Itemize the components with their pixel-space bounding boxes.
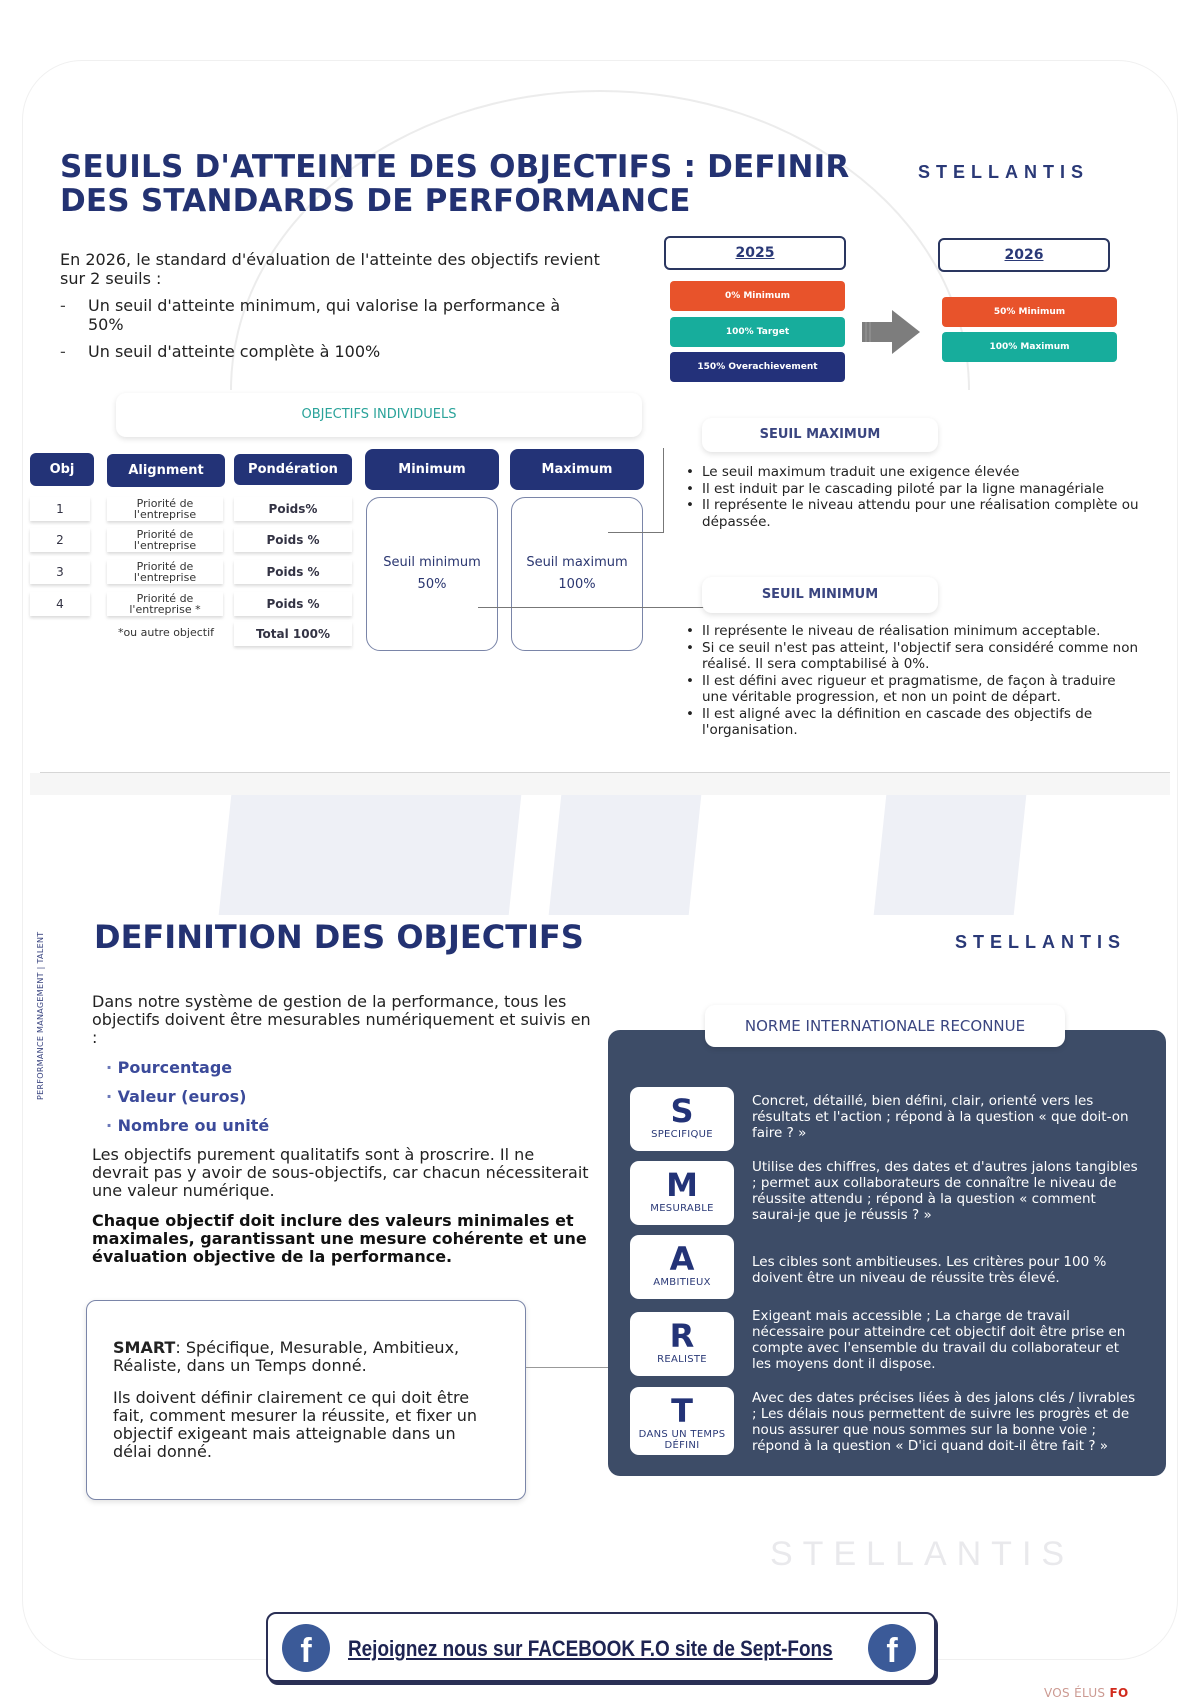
seuil-value: 100%: [558, 577, 596, 592]
measure-item: · Valeur (euros): [106, 1088, 592, 1106]
seuil-label: Seuil minimum: [383, 555, 481, 570]
pill-150-overachievement: 150% Overachievement: [670, 352, 845, 382]
smart-desc-a: Les cibles sont ambitieuses. Les critères pour 100 % doivent être un niveau de réussite très élevé.: [752, 1254, 1107, 1286]
stellantis-logo: [918, 162, 1089, 183]
watermark-shape: [549, 795, 702, 915]
letter-word: REALISTE: [657, 1354, 707, 1365]
alignment-line: l'entreprise: [133, 539, 197, 552]
letter-word: DANS UN TEMPS DÉFINI: [638, 1429, 726, 1451]
connector-line: [478, 607, 708, 608]
letter-card-a: [630, 1235, 734, 1299]
seuil-label: Seuil maximum: [526, 555, 628, 570]
norm-label: NORME INTERNATIONALE RECONNUE: [705, 1005, 1065, 1047]
seuil-maximum-box: [511, 497, 643, 651]
letter-card-m: [630, 1161, 734, 1225]
year-2025-box: [664, 236, 846, 270]
smart-desc-r: Exigeant mais accessible ; La charge de travail nécessaire pour atteindre cet objectif doit être prise en compte avec l'ensemble du travail du collaborateur et les moyens dont il dispose.: [752, 1308, 1126, 1372]
pill-50-minimum: 50% Minimum: [942, 297, 1117, 327]
year-2026-box: [938, 238, 1110, 272]
title-line-2: DES STANDARDS DE PERFORMANCE: [60, 183, 691, 219]
smart-bold: SMART: [113, 1338, 176, 1357]
footnote: *ou autre objectif: [117, 626, 215, 639]
smart-paragraph: Ils doivent définir clairement ce qui doit être fait, comment mesurer la réussite, et fixer un objectif exigeant mais atteignable dans un délai donné.: [113, 1388, 478, 1461]
threshold-item: - Un seuil d'atteinte minimum, qui valorise la performance à 50%: [60, 296, 600, 334]
divider-band: [30, 773, 1170, 795]
measure-item: · Nombre ou unité: [106, 1117, 592, 1135]
header-maximum: Maximum: [510, 449, 644, 490]
pill-100-target: 100% Target: [670, 317, 845, 347]
facebook-link[interactable]: Rejoignez nous sur FACEBOOK F.O site de Sept-Fons: [348, 1636, 833, 1661]
pill-100-maximum: 100% Maximum: [942, 332, 1117, 362]
alignment-line: l'entreprise *: [129, 603, 201, 616]
intro-text: En 2026, le standard d'évaluation de l'atteinte des objectifs revient sur 2 seuils :: [60, 250, 600, 288]
measure-list: [106, 1059, 592, 1135]
alignment-line: Priorité de: [136, 497, 194, 510]
cell-alignment: [107, 592, 223, 616]
alignment-line: l'entreprise: [133, 571, 197, 584]
alignment-line: Priorité de: [136, 592, 194, 605]
title-line-1: SEUILS D'ATTEINTE DES OBJECTIFS : DEFINIR: [60, 149, 850, 185]
facebook-icon[interactable]: f: [282, 1624, 330, 1672]
bullet-item: • Il est aligné avec la définition en cascade des objectifs de l'organisation.: [684, 706, 1144, 739]
letter: S: [670, 1092, 694, 1130]
letter: T: [671, 1392, 693, 1430]
connector-line: [663, 448, 664, 533]
pill-0-minimum: 0% Minimum: [670, 281, 845, 311]
letter-word: SPECIFIQUE: [651, 1129, 713, 1140]
header-alignment: Alignment: [107, 454, 225, 487]
smart-desc-m: Utilise des chiffres, des dates et d'autres jalons tangibles ; permet aux collaborateurs de connaître le niveau de réussite attendu ; répond à la question « comment saurai-je que je réussis ? »: [752, 1159, 1138, 1223]
bullet-item: • Il est défini avec rigueur et pragmatisme, de façon à traduire une véritable progression, et non un point de départ.: [684, 673, 1144, 706]
connector-line: [608, 532, 663, 533]
logo-text: STELLANTIS: [955, 932, 1126, 952]
connector-line: [526, 1367, 610, 1368]
header-minimum: Minimum: [365, 449, 499, 490]
threshold-list: [60, 296, 600, 361]
cell-weight: Poids%: [234, 497, 352, 521]
cell-total: Total 100%: [234, 622, 352, 646]
cell-weight: Poids %: [234, 528, 352, 552]
smart-desc-s: Concret, détaillé, bien défini, clair, orienté vers les résultats et l'action ; répond à la question « que doit-on faire ? »: [752, 1093, 1129, 1141]
smart-rest: : Spécifique, Mesurable, Ambitieux, Réaliste, dans un Temps donné.: [113, 1338, 460, 1375]
qualitative-text: Les objectifs purement qualitatifs sont à proscrire. Il ne devrait pas y avoir de sous-objectifs, car chacun nécessiterait une valeur numérique.: [92, 1145, 589, 1200]
threshold-item: - Un seuil d'atteinte complète à 100%: [60, 342, 600, 361]
bullet-item: • Il représente le niveau de réalisation minimum acceptable.: [684, 623, 1144, 640]
vos-elus-text: VOS ÉLUS: [1044, 1686, 1106, 1697]
seuil-minimum-bullets: [684, 623, 1144, 739]
intro-block: [60, 250, 600, 369]
bold-statement: Chaque objectif doit inclure des valeurs minimales et maximales, garantissant une mesure cohérente et une évaluation objective de la performance.: [92, 1211, 587, 1266]
letter-word: MESURABLE: [650, 1203, 714, 1214]
bullet-item: • Si ce seuil n'est pas atteint, l'objectif sera considéré comme non réalisé. Il sera comptabilisé à 0%.: [684, 640, 1144, 673]
facebook-icon[interactable]: f: [868, 1624, 916, 1672]
header-ponderation: Pondération: [234, 454, 352, 485]
letter-card-s: [630, 1087, 734, 1151]
letter-card-r: [630, 1312, 734, 1376]
seuil-maximum-label: SEUIL MAXIMUM: [702, 418, 938, 452]
bullet-item: • Le seuil maximum traduit une exigence élevée: [684, 464, 1144, 481]
side-label: PERFORMANCE MANAGEMENT | TALENT: [36, 931, 45, 1100]
letter-word: AMBITIEUX: [653, 1277, 711, 1288]
logo-text: STELLANTIS: [918, 162, 1089, 182]
alignment-line: Priorité de: [136, 528, 194, 541]
bullet-item: • Il est induit par le cascading piloté par la ligne managériale: [684, 481, 1144, 498]
smart-summary-box: [86, 1300, 526, 1500]
objectifs-individuels-label: OBJECTIFS INDIVIDUELS: [116, 393, 642, 437]
cell-obj: 4: [30, 592, 90, 616]
definition-intro: Dans notre système de gestion de la performance, tous les objectifs doivent être mesurables numériquement et suivis en :: [92, 992, 591, 1047]
header-obj: Obj: [30, 453, 94, 486]
arrow-right-icon: [862, 310, 922, 354]
smart-desc-t: Avec des dates précises liées à des jalons clés / livrables ; Les délais nous permettent de suivre les progrès et de nous assurer que nous sommes sur la bonne voie ; répond à la question « D'ici quand doit-il être fait ? »: [752, 1390, 1136, 1454]
page-title-definition: DEFINITION DES OBJECTIFS: [94, 918, 584, 956]
page-title-seuils: [60, 150, 860, 218]
definition-body: [92, 993, 592, 1266]
year-label: 2025: [735, 245, 775, 261]
letter-card-t: [630, 1387, 734, 1455]
cell-alignment: [107, 528, 223, 552]
alignment-line: Priorité de: [136, 560, 194, 573]
letter: A: [669, 1240, 695, 1278]
alignment-line: l'entreprise: [133, 508, 197, 521]
bullet-item: • Il représente le niveau attendu pour une réalisation complète ou dépassée.: [684, 497, 1144, 530]
watermark-shape: [874, 795, 1027, 915]
seuil-value: 50%: [417, 577, 447, 592]
cell-obj: 3: [30, 560, 90, 584]
cell-weight: Poids %: [234, 560, 352, 584]
letter: R: [669, 1317, 695, 1355]
cell-obj: 2: [30, 528, 90, 552]
seuil-minimum-box: [366, 497, 498, 651]
fo-text: FO: [1109, 1686, 1129, 1697]
cell-weight: Poids %: [234, 592, 352, 616]
cell-obj: 1: [30, 497, 90, 521]
stellantis-logo: [955, 932, 1126, 953]
vos-elus-fo: [1044, 1686, 1128, 1697]
watermark-logo: STELLANTIS: [770, 1535, 1075, 1573]
measure-item: · Pourcentage: [106, 1059, 592, 1077]
letter: M: [666, 1166, 698, 1204]
cell-alignment: [107, 497, 223, 521]
watermark-shape: [219, 795, 522, 915]
seuil-minimum-label: SEUIL MINIMUM: [702, 577, 938, 613]
year-label: 2026: [1004, 247, 1044, 263]
seuil-maximum-bullets: [684, 464, 1144, 530]
cell-alignment: [107, 560, 223, 584]
smart-definition: [113, 1339, 497, 1375]
